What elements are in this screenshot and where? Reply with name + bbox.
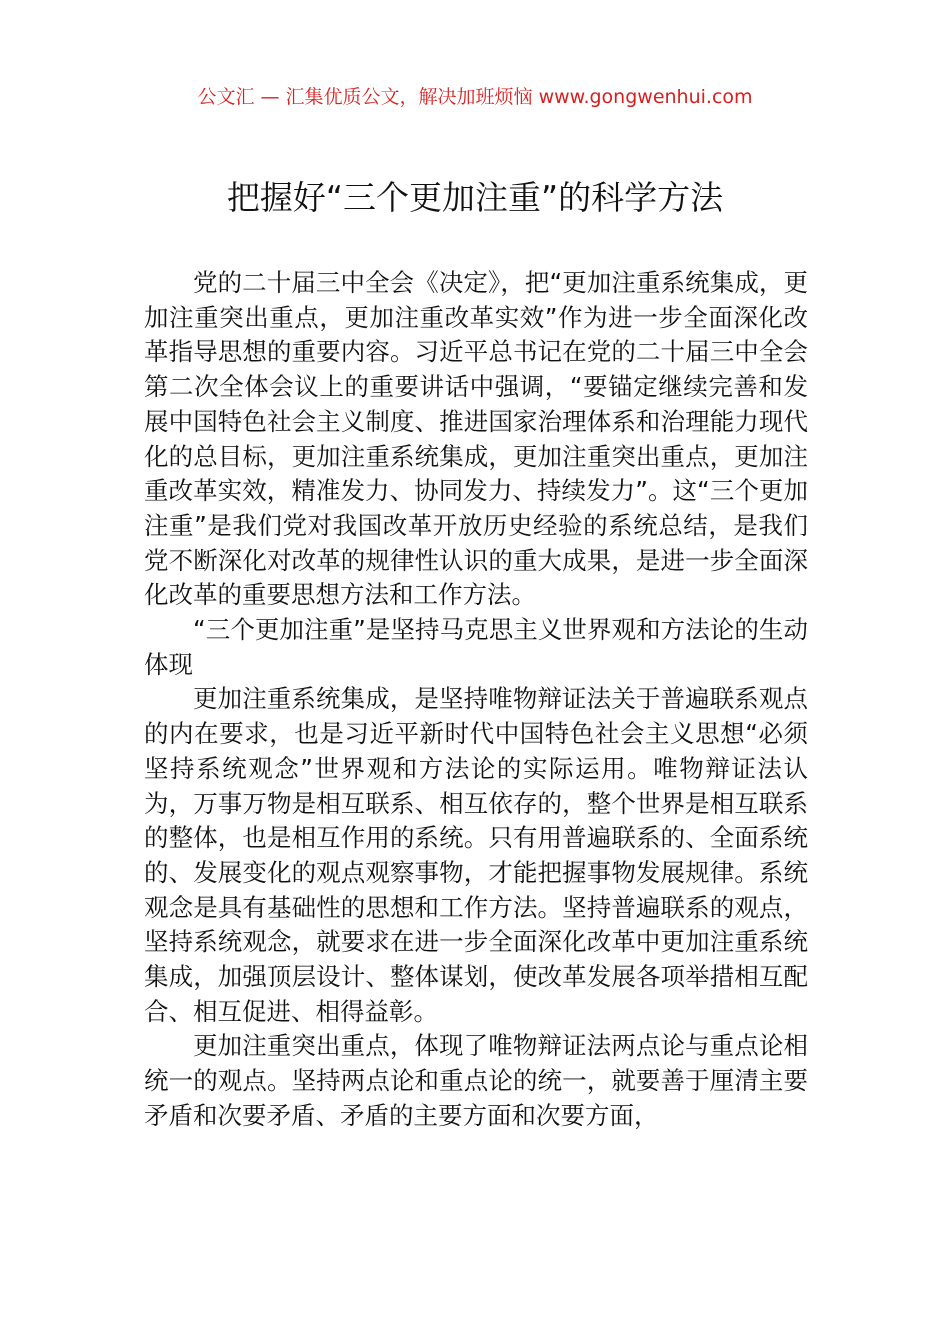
- paragraph-intro: 党的二十届三中全会《决定》，把“更加注重系统集成，更加注重突出重点，更加注重改革实效”作为进一步全面深化改革指导思想的重要内容。习近平总书记在党的二十届三中全会第二次全体会议上的重要讲话中强调，“要锚定继续完善和发展中国特色社会主义制度、推进国家治理体系和治理能力现代化的总目标，更加注重系统集成，更加注重突出重点，更加注重改革实效，精准发力、协同发力、持续发力”。这“三个更加注重”是我们党对我国改革开放历史经验的系统总结，是我们党不断深化对改革的规律性认识的重大成果，是进一步全面深化改革的重要思想方法和工作方法。: [144, 268, 808, 610]
- paragraph-system-integration: 更加注重系统集成，是坚持唯物辩证法关于普遍联系观点的内在要求，也是习近平新时代中国特色社会主义思想“必须坚持系统观念”世界观和方法论的实际运用。唯物辩证法认为，万事万物是相互联系、相互依存的，整个世界是相互联系的整体，也是相互作用的系统。只有用普遍联系的、全面系统的、发展变化的观点观察事物，才能把握事物发展规律。系统观念是具有基础性的思想和工作方法。坚持普遍联系的观点，坚持系统观念，就要求在进一步全面深化改革中更加注重系统集成，加强顶层设计、整体谋划，使改革发展各项举措相互配合、相互促进、相得益彰。: [144, 684, 808, 1026]
- site-banner: 公文汇 — 汇集优质公文，解决加班烦恼 www.gongwenhui.com: [197, 86, 753, 108]
- document-body: [144, 266, 808, 1134]
- paragraph-key-points: 更加注重突出重点，体现了唯物辩证法两点论与重点论相统一的观点。坚持两点论和重点论的统一，就要善于厘清主要矛盾和次要矛盾、矛盾的主要方面和次要方面，: [144, 1031, 808, 1130]
- document-title: 把握好“三个更加注重”的科学方法: [226, 178, 724, 217]
- section-heading: “三个更加注重”是坚持马克思主义世界观和方法论的生动体现: [144, 615, 808, 679]
